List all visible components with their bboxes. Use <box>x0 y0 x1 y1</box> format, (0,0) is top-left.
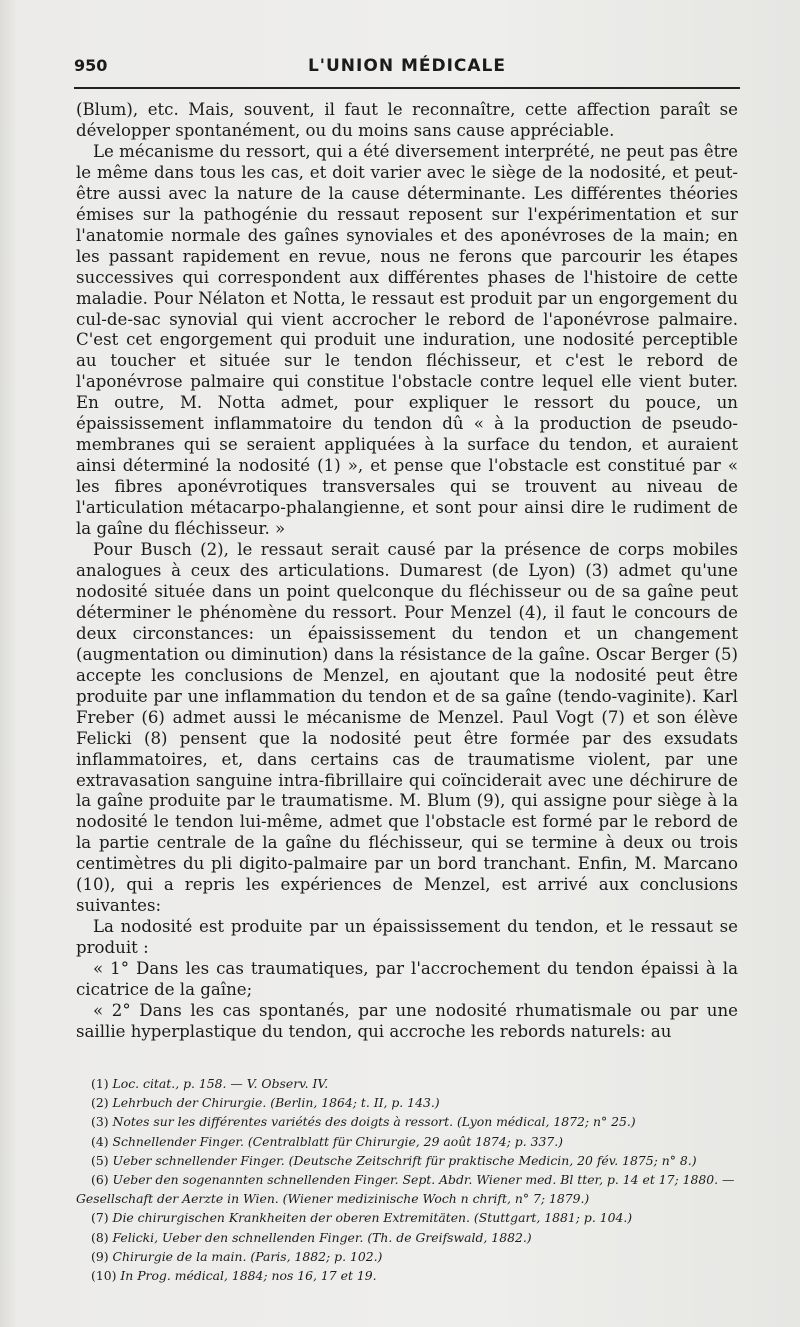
footnotes <box>76 1074 738 1285</box>
footnote-mark: (10) <box>91 1268 117 1284</box>
footnote-mark: (4) <box>91 1133 109 1149</box>
footnote <box>76 1074 738 1093</box>
paragraph: La nodosité est produite par un épaississement du tendon, et le ressaut se produit : <box>76 917 738 958</box>
footnote-mark: (5) <box>91 1152 109 1168</box>
footnote-text: Lehrbuch der Chirurgie. (Berlin, 1864; t. II, p. 143.) <box>112 1095 440 1111</box>
paragraph: « 2° Dans les cas spontanés, par une nodosité rhumatismale ou par une saillie hyperplastique du tendon, qui accroche les rebords naturels: au <box>76 1000 738 1041</box>
main-text <box>76 100 738 1043</box>
footnote-text: Ueber schnellender Finger. (Deutsche Zeitschrift für praktische Medicin, 20 fév. 1875; n° 8.) <box>112 1152 697 1168</box>
footnote-mark: (3) <box>91 1114 109 1130</box>
paragraph: « 1° Dans les cas traumatiques, par l'accrochement du tendon épaissi à la cicatrice de la gaîne; <box>76 959 738 1000</box>
footnote-mark: (6) <box>91 1172 109 1188</box>
journal-title: L'UNION MÉDICALE <box>307 56 507 76</box>
footnote <box>76 1093 738 1112</box>
footnote-text: Loc. citat., p. 158. — V. Observ. IV. <box>112 1076 329 1091</box>
footnote-mark: (7) <box>91 1210 109 1226</box>
footnote-text: Chirurgie de la main. (Paris, 1882; p. 102.) <box>112 1248 383 1264</box>
footnote <box>76 1266 738 1285</box>
header-rule <box>74 87 740 89</box>
footnote-mark: (1) <box>91 1076 109 1091</box>
footnote <box>76 1112 738 1131</box>
footnote <box>76 1208 738 1227</box>
footnote-text: Felicki, Ueber den schnellenden Finger. (Th. de Greifswald, 1882.) <box>112 1229 532 1245</box>
footnote <box>76 1247 738 1266</box>
footnote <box>76 1151 738 1170</box>
paragraph: Pour Busch (2), le ressaut serait causé par la présence de corps mobiles analogues à ceux des articulations. Dumarest (de Lyon) (3) admet qu'une nodosité située dans un point quelconque du fléchisseur ou de sa gaîne peut déterminer le phénomène du ressort. Pour Menzel (4), il faut le concours de deux circonstances: un épaississement du tendon et un changement (augmentation ou diminution) dans la résistance de la gaîne. Oscar Berger (5) accepte les conclusions de Menzel, en ajoutant que la nodosité peut être produite par une inflammation du tendon et de sa gaîne (tendo-vaginite). Karl Freber (6) admet aussi le mécanisme de Menzel. Paul Vogt (7) et son élève Felicki (8) pensent que la nodosité peut être formée par des exsudats inflammatoires, et, dans certains cas de traumatisme violent, par une extravasation sanguine intra-fibrillaire qui coïnciderait avec une déchirure de la gaîne produite par le traumatisme. M. Blum (9), qui assigne pour siège à la nodosité le tendon lui-même, admet que l'obstacle est formé par le rebord de la partie centrale de la gaîne du fléchisseur, qui se termine à deux ou trois centimètres du pli digito-palmaire par un bord tranchant. Enfin, M. Marcano (10), qui a repris les expériences de Menzel, est arrivé aux conclusions suivantes: <box>76 540 738 916</box>
page-number: 950 <box>74 56 108 75</box>
running-header <box>74 56 740 82</box>
paragraph: Le mécanisme du ressort, qui a été diversement interprété, ne peut pas être le même dans tous les cas, et doit varier avec le siège de la nodosité, et peut-être aussi avec la nature de la cause déterminante. Les différentes théories émises sur la pathogénie du ressaut reposent sur l'expérimentation et sur l'anatomie normale des gaînes synoviales et des aponévroses de la main; en les passant rapidement en revue, nous ne ferons que parcourir les étapes successives qui correspondent aux différentes phases de l'histoire de cette maladie. Pour Nélaton et Notta, le ressaut est produit par un engorgement du cul-de-sac synovial qui vient accrocher le rebord de l'aponévrose palmaire. C'est cet engorgement qui produit une induration, une nodosité perceptible au toucher et située sur le tendon fléchisseur, et c'est le rebord de l'aponévrose palmaire qui constitue l'obstacle contre lequel elle vient buter. En outre, M. Notta admet, pour expliquer le ressort du pouce, un épaississement inflammatoire du tendon dû « à la production de pseudo-membranes qui se seraient appliquées à la surface du tendon, et auraient ainsi déterminé la nodosité (1) », et pense que l'obstacle est constitué par « les fibres aponévrotiques transversales qui se trouvent au niveau de l'articulation métacarpo-phalangienne, et sont pour ainsi dire le rudiment de la gaîne du fléchisseur. » <box>76 141 738 539</box>
paragraph: (Blum), etc. Mais, souvent, il faut le reconnaître, cette affection paraît se développer spontanément, ou du moins sans cause appréciable. <box>76 100 738 140</box>
footnote-text: Ueber den sogenannten schnellenden Finger. Sept. Abdr. Wiener med. Bl tter, p. 14 et 17; 1880. — Gesellschaft der Aerzte in Wien. (Wiener medizinische Woch n chrift, n° 7; 1879.) <box>76 1172 735 1207</box>
footnote-text: Notes sur les différentes variétés des doigts à ressort. (Lyon médical, 1872; n° 25.) <box>112 1114 636 1130</box>
footnote <box>76 1132 738 1151</box>
footnote <box>76 1170 738 1208</box>
footnote-mark: (9) <box>91 1248 109 1264</box>
footnote-text: Schnellender Finger. (Centralblatt für Chirurgie, 29 août 1874; p. 337.) <box>112 1133 564 1149</box>
footnote-mark: (8) <box>91 1229 109 1245</box>
footnote-text: In Prog. médical, 1884; nos 16, 17 et 19. <box>120 1268 377 1284</box>
footnote-text: Die chirurgischen Krankheiten der oberen Extremitäten. (Stuttgart, 1881; p. 104.) <box>112 1210 633 1226</box>
footnote-mark: (2) <box>91 1095 109 1111</box>
footnote <box>76 1228 738 1247</box>
